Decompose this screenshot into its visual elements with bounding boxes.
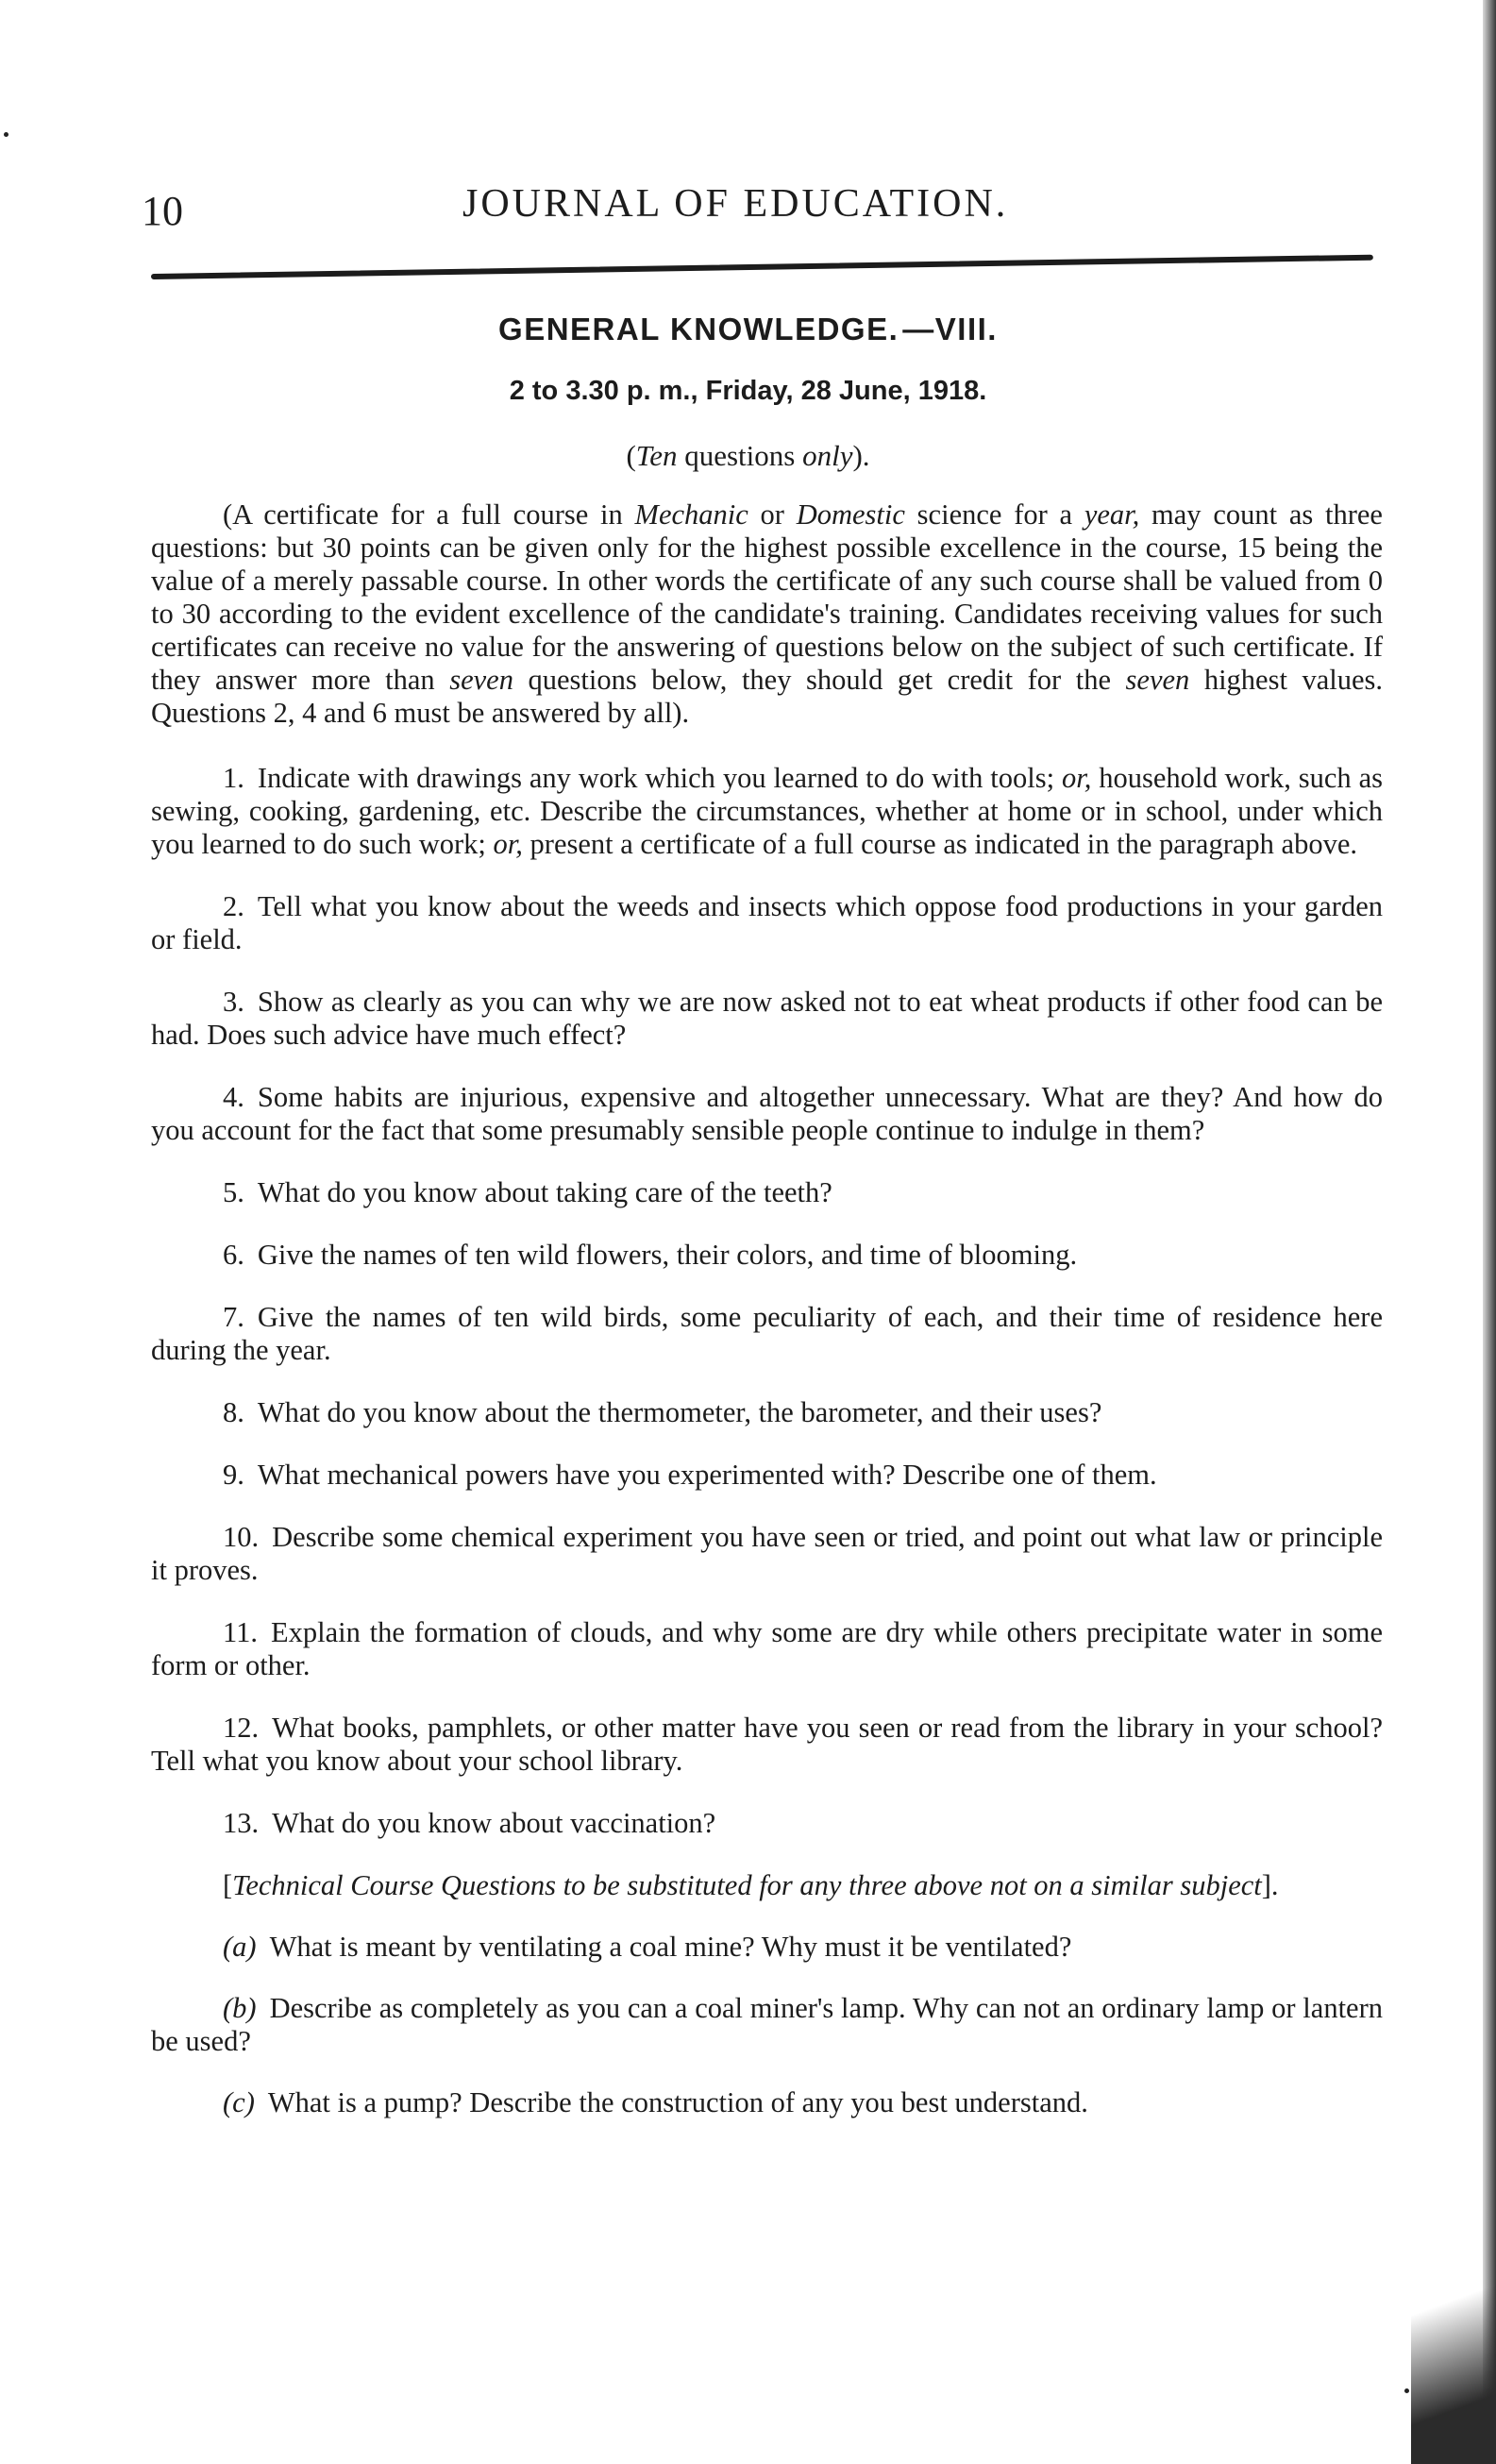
question-number: 9.: [223, 1459, 244, 1491]
question-text: Give the names of ten wild flowers, their colors, and time of blooming.: [257, 1239, 1078, 1271]
technical-bracket: ].: [1261, 1869, 1279, 1901]
exam-body: [151, 498, 1383, 2148]
question-9: [151, 1459, 1383, 1492]
technical-heading: [151, 1869, 1383, 1902]
question-text: What mechanical powers have you experimented with? Describe one of them.: [257, 1459, 1157, 1491]
question-1: [151, 762, 1383, 861]
exam-title-number: —VIII.: [902, 312, 998, 346]
question-4: [151, 1081, 1383, 1147]
question-number: 12.: [223, 1712, 260, 1744]
question-12: [151, 1712, 1383, 1778]
intro-seven: seven: [449, 664, 513, 696]
intro-text: (A certificate for a full course in: [223, 498, 635, 531]
intro-text: highest values. Questions 2, 4 and 6 must be answered by all).: [151, 664, 1383, 729]
instruction-only: only: [802, 439, 853, 472]
technical-label: (b): [223, 1992, 257, 2024]
exam-title-text: GENERAL KNOWLEDGE.: [498, 312, 899, 346]
technical-heading-text: Technical Course Questions to be substituted for any three above not on a similar subject: [232, 1869, 1262, 1901]
exam-instruction: [0, 439, 1496, 473]
instruction-close: ).: [852, 439, 870, 472]
question-number: 8.: [223, 1396, 244, 1428]
technical-question-a: [151, 1931, 1383, 1964]
question-text: Indicate with drawings any work which you learned to do with tools;: [257, 762, 1062, 794]
intro-text: science for a: [904, 498, 1084, 531]
instruction-ten: Ten: [635, 439, 678, 472]
technical-label: (c): [223, 2086, 255, 2118]
question-8: [151, 1396, 1383, 1429]
question-or: or,: [493, 828, 523, 860]
speck-mark: [4, 132, 8, 137]
header-rule: [151, 255, 1373, 279]
corner-shadow: [1411, 2219, 1496, 2464]
page-edge-shadow: [1483, 0, 1496, 2464]
question-number: 13.: [223, 1807, 260, 1839]
technical-question-b: [151, 1992, 1383, 2058]
exam-title: [0, 312, 1496, 347]
intro-text: or: [748, 498, 797, 531]
technical-label: (a): [223, 1931, 257, 1963]
question-text: present a certificate of a full course as indicated in the paragraph above.: [522, 828, 1357, 860]
question-number: 10.: [223, 1521, 260, 1553]
question-number: 2.: [223, 890, 244, 922]
question-number: 7.: [223, 1301, 244, 1333]
instruction-mid: questions: [677, 439, 803, 472]
question-number: 11.: [223, 1616, 258, 1648]
question-text: Show as clearly as you can why we are now asked not to eat wheat products if other food can be had. Does such advice have much effect?: [151, 986, 1383, 1051]
question-text: Some habits are injurious, expensive and altogether unnecessary. What are they? And how do you account for the fact that some presumably sensible people continue to indulge in them?: [151, 1081, 1383, 1146]
question-3: [151, 986, 1383, 1052]
question-text: What do you know about vaccination?: [272, 1807, 716, 1839]
technical-bracket: [: [223, 1869, 233, 1901]
technical-text: What is a pump? Describe the construction of any you best understand.: [267, 2086, 1088, 2118]
question-text: What do you know about taking care of the teeth?: [257, 1176, 832, 1208]
question-13: [151, 1807, 1383, 1840]
question-text: Give the names of ten wild birds, some peculiarity of each, and their time of residence here during the year.: [151, 1301, 1383, 1366]
intro-text: may count as three questions: but 30 points can be given only for the highest possible excellence in the course, 15 being the value of a merely passable course. In other words the certificate of any such course shall be valued from 0 to 30 according to the evident excellence of the candidate's training. Candidates receiving values for such certificates can receive no value for the answering of questions below on the subject of such certificate. If they answer more than: [151, 498, 1383, 696]
exam-schedule: 2 to 3.30 p. m., Friday, 28 June, 1918.: [509, 376, 987, 406]
question-number: 4.: [223, 1081, 244, 1113]
question-7: [151, 1301, 1383, 1367]
journal-title: JOURNAL OF EDUCATION.: [462, 182, 1009, 226]
question-6: [151, 1239, 1383, 1272]
question-text: Tell what you know about the weeds and insects which oppose food productions in your garden or field.: [151, 890, 1383, 955]
question-number: 5.: [223, 1176, 244, 1208]
question-text: What books, pamphlets, or other matter have you seen or read from the library in your school? Tell what you know about your school library.: [151, 1712, 1383, 1777]
question-5: [151, 1176, 1383, 1209]
question-2: [151, 890, 1383, 956]
intro-year: year,: [1084, 498, 1140, 531]
technical-text: Describe as completely as you can a coal miner's lamp. Why can not an ordinary lamp or lantern be used?: [151, 1992, 1383, 2057]
intro-paragraph: [151, 498, 1383, 730]
instruction-open: (: [626, 439, 636, 472]
question-text: Describe some chemical experiment you have seen or tried, and point out what law or principle it proves.: [151, 1521, 1383, 1586]
intro-seven: seven: [1125, 664, 1190, 696]
speck-mark: [1404, 2388, 1409, 2393]
intro-mechanic: Mechanic: [634, 498, 748, 531]
page-number: 10: [142, 188, 183, 234]
intro-text: questions below, they should get credit for the: [513, 664, 1126, 696]
question-text: What do you know about the thermometer, the barometer, and their uses?: [257, 1396, 1102, 1428]
question-text: Explain the formation of clouds, and why some are dry while others precipitate water in some form or other.: [151, 1616, 1383, 1681]
technical-text: What is meant by ventilating a coal mine? Why must it be ventilated?: [269, 1931, 1072, 1963]
technical-question-c: [151, 2086, 1383, 2119]
question-number: 6.: [223, 1239, 244, 1271]
question-number: 1.: [223, 762, 244, 794]
question-10: [151, 1521, 1383, 1587]
question-11: [151, 1616, 1383, 1682]
question-number: 3.: [223, 986, 244, 1018]
question-text: household work, such as sewing, cooking, gardening, etc. Describe the circumstances, whether at home or in school, under which you learned to do such work;: [151, 762, 1383, 860]
intro-domestic: Domestic: [796, 498, 905, 531]
question-or: or,: [1061, 762, 1092, 794]
